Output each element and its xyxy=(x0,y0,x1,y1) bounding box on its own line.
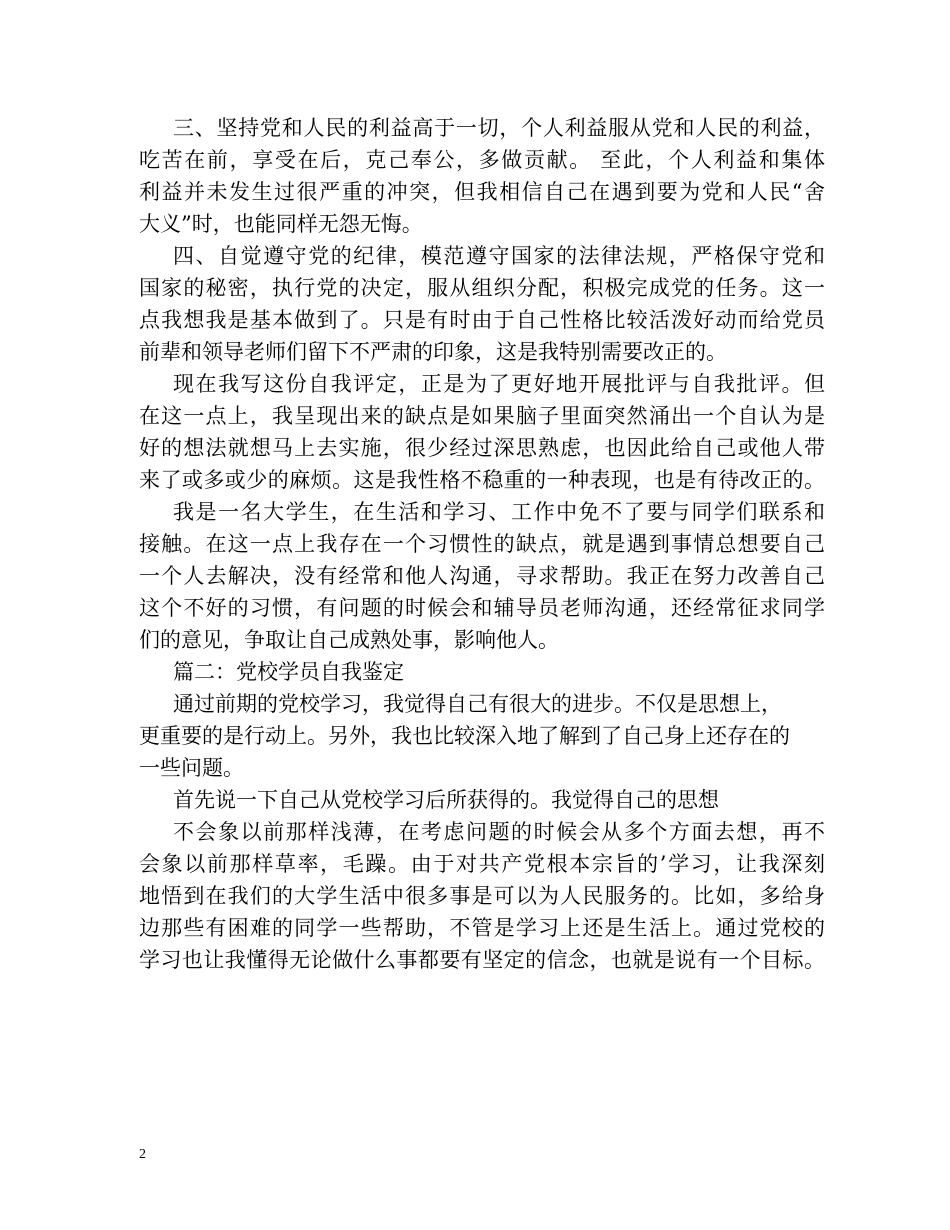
text-line: 吃苦在前，享受在后，克己奉公，多做贡献。 至此，个人利益和集体 xyxy=(139,148,825,172)
text-line: 会象以前那样草率，毛躁。由于对共产党根本宗旨的’学习，让我深刻 xyxy=(139,852,825,876)
body-text xyxy=(139,112,825,976)
text-line: 一个人去解决，没有经常和他人沟通，寻求帮助。我正在努力改善自己 xyxy=(139,564,825,588)
text-line: 三、坚持党和人民的利益高于一切，个人利益服从党和人民的利益， xyxy=(173,116,825,140)
text-line: 一些问题。 xyxy=(139,756,244,780)
text-line: 国家的秘密，执行党的决定，服从组织分配，积极完成党的任务。这一 xyxy=(139,276,825,300)
text-line: 更重要的是行动上。另外，我也比较深入地了解到了自己身上还存在的 xyxy=(139,724,790,748)
text-line: 来了或多或少的麻烦。这是我性格不稳重的一种表现，也是有待改正的。 xyxy=(139,468,825,492)
text-line: 学习也让我懂得无论做什么事都要有坚定的信念，也就是说有一个目标。 xyxy=(139,948,825,972)
text-line: 前辈和领导老师们留下不严肃的印象，这是我特别需要改正的。 xyxy=(139,340,727,364)
text-line: 大义”时，也能同样无怨无悔。 xyxy=(139,212,423,236)
text-line: 边那些有困难的同学一些帮助，不管是学习上还是生活上。通过党校的 xyxy=(139,916,825,940)
text-line: 在这一点上，我呈现出来的缺点是如果脑子里面突然涌出一个自认为是 xyxy=(139,404,825,428)
text-line: 不会象以前那样浅薄，在考虑问题的时候会从多个方面去想，再不 xyxy=(173,820,825,844)
text-line: 四、自觉遵守党的纪律，模范遵守国家的法律法规，严格保守党和 xyxy=(173,244,825,268)
page-number: 2 xyxy=(139,1147,146,1162)
text-line: 地悟到在我们的大学生活中很多事是可以为人民服务的。比如，多给身 xyxy=(139,884,825,908)
text-line: 首先说一下自己从党校学习后所获得的。我觉得自己的思想 xyxy=(173,788,719,812)
text-line: 通过前期的党校学习，我觉得自己有很大的进步。不仅是思想上， xyxy=(173,692,782,716)
text-line: 这个不好的习惯，有问题的时候会和辅导员老师沟通，还经常征求同学 xyxy=(139,596,825,620)
text-line: 现在我写这份自我评定，正是为了更好地开展批评与自我批评。但 xyxy=(173,372,825,396)
text-line: 利益并未发生过很严重的冲突，但我相信自己在遇到要为党和人民“舍 xyxy=(139,180,825,204)
text-line: 我是一名大学生，在生活和学习、工作中免不了要与同学们联系和 xyxy=(173,500,825,524)
text-line: 接触。在这一点上我存在一个习惯性的缺点，就是遇到事情总想要自己 xyxy=(139,532,825,556)
text-line: 们的意见，争取让自己成熟处事，影响他人。 xyxy=(139,628,559,652)
text-line: 好的想法就想马上去实施，很少经过深思熟虑，也因此给自己或他人带 xyxy=(139,436,825,460)
section-heading: 篇二：党校学员自我鉴定 xyxy=(173,660,404,684)
text-line: 点我想我是基本做到了。只是有时由于自己性格比较活泼好动而给党员 xyxy=(139,308,825,332)
